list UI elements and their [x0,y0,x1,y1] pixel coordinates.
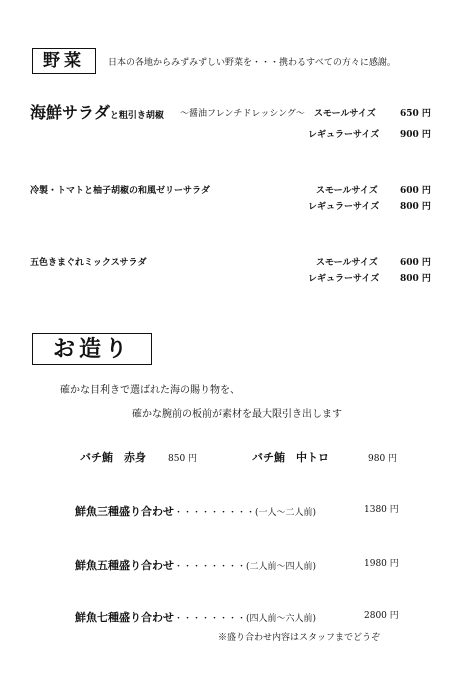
menu-item-mix-salad: 五色きまぐれミックスサラダ [30,258,147,268]
item-subtitle: と粗引き胡椒 [109,111,164,121]
item-name: 鮮魚三種盛り合わせ [75,505,174,518]
size-price: 600 円 [400,258,431,268]
item-dressing: ～醤油フレンチドレッシング～ [180,109,305,119]
item-serves: (四人前～六人前) [246,614,317,624]
size-price: 900 円 [400,130,431,140]
size-label: レギュラーサイズ [308,202,380,212]
size-label: スモールサイズ [316,186,378,196]
item-price: 850 円 [168,454,198,464]
size-price: 600 円 [400,186,431,196]
menu-item-kaisen-salad [30,100,164,123]
leader-dots: ・・・・・・・・ [174,562,247,572]
item-price: 1380 円 [364,505,399,515]
menu-item-platter-7 [75,606,316,625]
item-serves: (二人前～四人前) [246,562,317,572]
item-name: 海鮮サラダ [30,103,110,122]
size-price: 650 円 [400,109,431,119]
item-serves: (一人～二人前) [255,508,317,518]
menu-item-tomato-jelly-salad: 冷製・トマトと柚子胡椒の和風ゼリーサラダ [30,186,210,196]
otsukuri-intro-line1: 確かな目利きで選ばれた海の賜り物を、 [60,385,240,396]
item-price: 1980 円 [364,559,399,569]
item-name: 鮮魚七種盛り合わせ [75,611,174,624]
otsukuri-intro-line2: 確かな腕前の板前が素材を最大限引き出します [132,409,342,420]
section-heading-otsukuri: お造り [32,333,152,365]
leader-dots: ・・・・・・・・ [174,614,247,624]
leader-dots: ・・・・・・・・・ [174,508,256,518]
menu-item-bachi-chutoro: バチ鮪 中トロ [252,451,329,464]
menu-item-platter-5 [75,554,316,573]
size-label: レギュラーサイズ [308,274,380,284]
size-label: スモールサイズ [314,109,376,119]
staff-note: ※盛り合わせ内容はスタッフまでどうぞ [218,633,381,643]
yasai-intro: 日本の各地からみずみずしい野菜を・・・携わるすべての方々に感謝。 [108,58,396,68]
section-heading-yasai: 野菜 [32,48,96,74]
item-price: 2800 円 [364,611,399,621]
menu-item-platter-3 [75,500,316,519]
size-label: レギュラーサイズ [308,130,380,140]
item-price: 980 円 [368,454,398,464]
size-label: スモールサイズ [316,258,378,268]
size-price: 800 円 [400,202,431,212]
menu-item-bachi-akami: バチ鮪 赤身 [80,451,146,464]
size-price: 800 円 [400,274,431,284]
item-name: 鮮魚五種盛り合わせ [75,559,174,572]
